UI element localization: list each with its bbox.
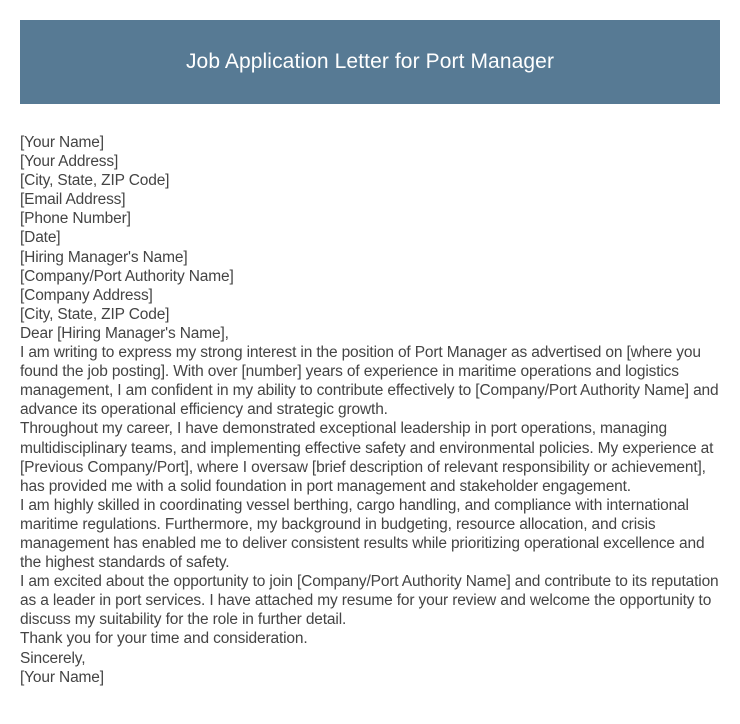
recipient-city-state-zip: [City, State, ZIP Code] (20, 305, 170, 323)
sender-name: [Your Name] (20, 134, 104, 151)
closing: Sincerely, (20, 649, 86, 667)
letter-date: [Date] (20, 229, 61, 247)
sender-phone: [Phone Number] (20, 210, 131, 228)
sender-city-state-zip: [City, State, ZIP Code] (20, 172, 170, 190)
paragraph-skills: I am highly skilled in coordinating vessel berthing, cargo handling, and compliance with international maritime regulations. Furthermore, my background in budgeting, resource allocation, and crisis management has enabled me to deliver consistent results while prioritizing operational excellence and the highest standards of safety. (20, 496, 705, 572)
letter-body (20, 133, 720, 687)
paragraph-conclusion: I am excited about the opportunity to join [Company/Port Authority Name] and contribute to its reputation as a leader in port services. I have attached my resume for your review and welcome the opportunity to discuss my suitability for the role in further detail. (20, 573, 719, 629)
paragraph-experience: Throughout my career, I have demonstrated exceptional leadership in port operations, managing multidisciplinary teams, and implementing effective safety and environmental policies. My experience at [Previous Company/Port], where I oversaw [brief description of relevant responsibility or achievement], has provided me with a solid foundation in port management and stakeholder engagement. (20, 420, 714, 495)
paragraph-intro: I am writing to express my strong interest in the position of Port Manager as advertised on [where you found the job posting]. With over [number] years of experience in maritime operations and logistics management, I am confident in my ability to contribute effectively to [Company/Port Authority Name] and advance its operational efficiency and strategic growth. (20, 344, 719, 419)
page-title: Job Application Letter for Port Manager (185, 50, 555, 73)
salutation: Dear [Hiring Manager's Name], (20, 324, 229, 342)
paragraph-thanks: Thank you for your time and consideration. (20, 630, 308, 648)
page-header (20, 20, 720, 104)
recipient-name: [Hiring Manager's Name] (20, 248, 188, 266)
recipient-company: [Company/Port Authority Name] (20, 267, 234, 285)
recipient-company-address: [Company Address] (20, 286, 153, 304)
sender-email: [Email Address] (20, 191, 126, 209)
sender-address: [Your Address] (20, 153, 119, 171)
signature: [Your Name] (20, 668, 104, 686)
